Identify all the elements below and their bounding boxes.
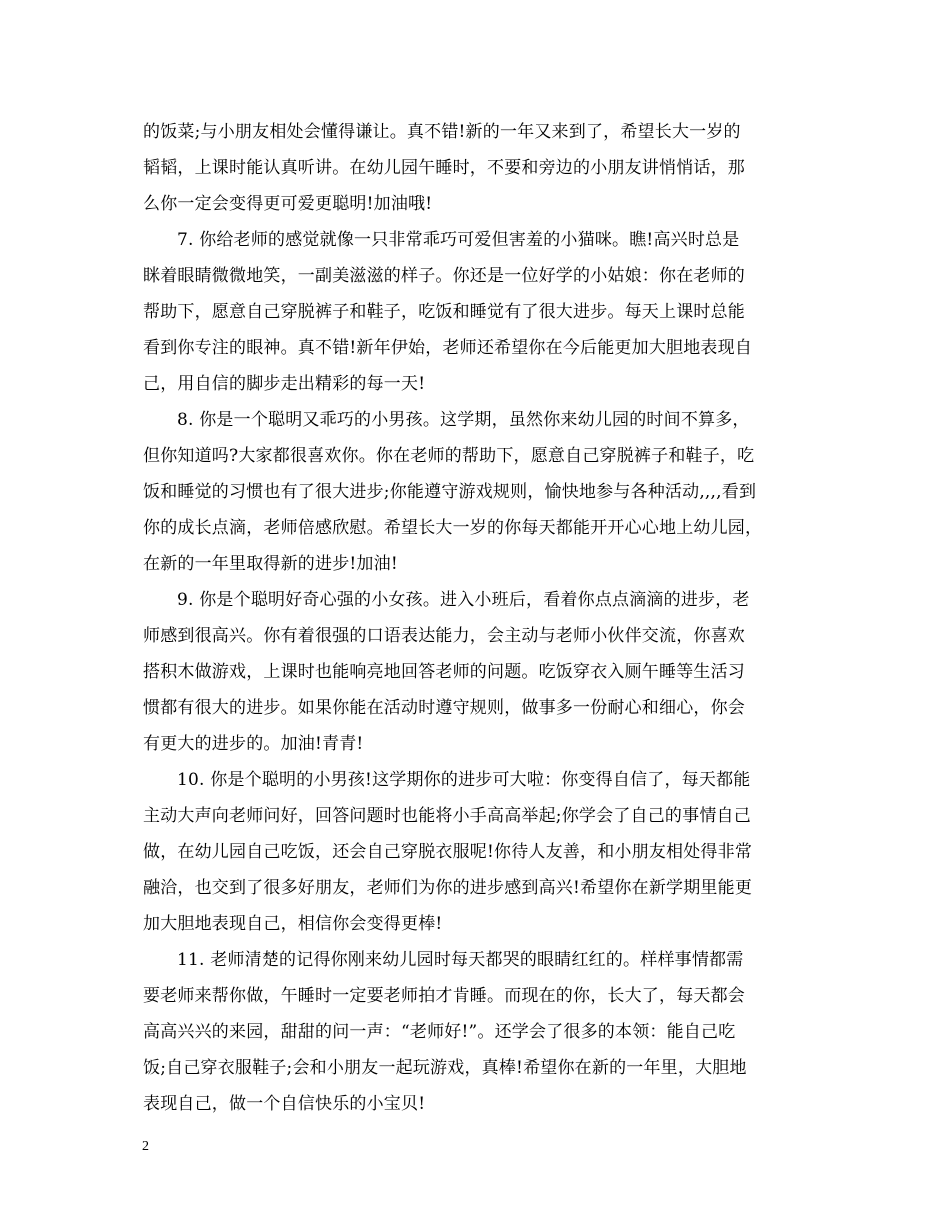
text-line: 么你一定会变得更可爱更聪明!加油哦! [143, 194, 433, 214]
text-line: 饭和睡觉的习惯也有了很大进步;你能遵守游戏规则，愉快地参与各种活动,,,,看到 [143, 482, 757, 502]
document-body [143, 114, 809, 1122]
text-line: 高高兴兴的来园，甜甜的问一声：“老师好!”。还学会了很多的本领：能自己吃 [143, 1022, 736, 1042]
text-line: 眯着眼睛微微地笑，一副美滋滋的样子。你还是一位好学的小姑娘：你在老师的 [143, 266, 745, 286]
text-line: 要老师来帮你做，午睡时一定要老师拍才肯睡。而现在的你，长大了，每天都会 [143, 986, 745, 1006]
text-line: 看到你专注的眼神。真不错!新年伊始，老师还希望你在今后能更加大胆地表现自 [143, 338, 753, 358]
text-line: 做，在幼儿园自己吃饭，还会自己穿脱衣服呢!你待人友善，和小朋友相处得非常 [143, 842, 753, 862]
page-number: 2 [142, 1139, 149, 1154]
text-line: 己，用自信的脚步走出精彩的每一天! [143, 374, 426, 394]
paragraph-10-start: 10. 你是个聪明的小男孩!这学期你的进步可大啦：你变得自信了，每天都能 [177, 770, 751, 790]
text-line: 在新的一年里取得新的进步!加油! [143, 554, 398, 574]
text-line: 帮助下，愿意自己穿脱裤子和鞋子，吃饭和睡觉有了很大进步。每天上课时总能 [143, 302, 745, 322]
paragraph-11-start: 11. 老师清楚的记得你刚来幼儿园时每天都哭的眼睛红红的。样样事情都需 [177, 950, 744, 970]
paragraph-7-start: 7. 你给老师的感觉就像一只非常乖巧可爱但害羞的小猫咪。瞧!高兴时总是 [177, 230, 740, 250]
text-line: 有更大的进步的。加油!青青! [143, 734, 364, 754]
text-line: 加大胆地表现自己，相信你会变得更棒! [143, 914, 443, 934]
text-line: 表现自己，做一个自信快乐的小宝贝! [143, 1094, 426, 1114]
text-line: 你的成长点滴，老师倍感欣慰。希望长大一岁的你每天都能开开心心地上幼儿园， [143, 518, 763, 538]
text-line: 搭积木做游戏，上课时也能响亮地回答老师的问题。吃饭穿衣入厕午睡等生活习 [143, 662, 745, 682]
text-line: 韬韬，上课时能认真听讲。在幼儿园午睡时，不要和旁边的小朋友讲悄悄话，那 [143, 158, 745, 178]
text-line: 惯都有很大的进步。如果你能在活动时遵守规则，做事多一份耐心和细心，你会 [143, 698, 745, 718]
paragraph-8-start: 8. 你是一个聪明又乖巧的小男孩。这学期，虽然你来幼儿园的时间不算多， [177, 410, 750, 430]
text-line: 的饭菜;与小朋友相处会懂得谦让。真不错!新的一年又来到了，希望长大一岁的 [143, 122, 741, 142]
text-line: 但你知道吗?大家都很喜欢你。你在老师的帮助下，愿意自己穿脱裤子和鞋子，吃 [143, 446, 755, 466]
paragraph-9-start: 9. 你是个聪明好奇心强的小女孩。进入小班后，看着你点点滴滴的进步，老 [177, 590, 750, 610]
text-line: 饭;自己穿衣服鞋子;会和小朋友一起玩游戏，真棒!希望你在新的一年里，大胆地 [143, 1058, 747, 1078]
text-line: 师感到很高兴。你有着很强的口语表达能力，会主动与老师小伙伴交流，你喜欢 [143, 626, 745, 646]
text-line: 融洽，也交到了很多好朋友，老师们为你的进步感到高兴!希望你在新学期里能更 [143, 878, 753, 898]
text-line: 主动大声向老师问好，回答问题时也能将小手高高举起;你学会了自己的事情自己 [143, 806, 751, 826]
